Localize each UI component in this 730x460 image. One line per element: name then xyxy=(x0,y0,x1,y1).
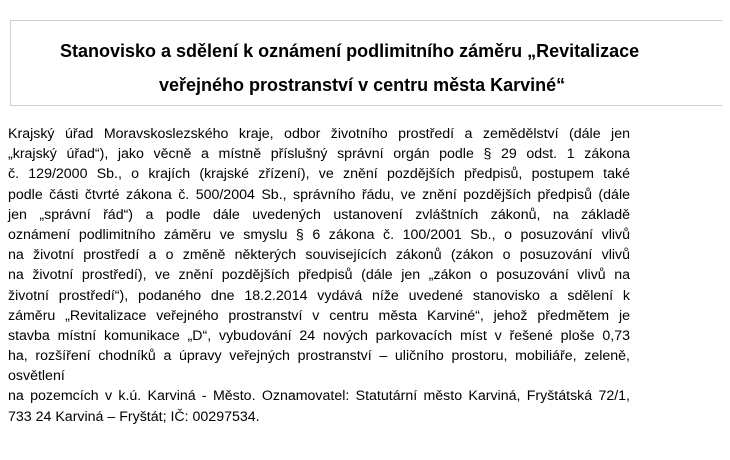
body-line: na životní prostředí), ve znění pozdějších předpisů (dále jen „zákon o posuzování vlivů na xyxy=(8,267,630,284)
body-line: životní prostředí“), podaného dne 18.2.2014 vydává níže uvedené stanovisko a sdělení k xyxy=(8,287,630,304)
document-title-line-2: veřejného prostranství v centru města Karviné“ xyxy=(159,75,566,95)
body-line: č. 129/2000 Sb., o krajích (krajské zřízení), ve znění pozdějších předpisů, postupem také xyxy=(8,166,630,183)
document-title-line-1: Stanovisko a sdělení k oznámení podlimitního záměru „Revitalizace xyxy=(60,41,640,61)
body-line: Krajský úřad Moravskoslezského kraje, odbor životního prostředí a zemědělství (dále jen xyxy=(8,126,630,142)
body-line: stavba místní komunikace „D“, vybudování 24 nových parkovacích míst v řešené ploše 0,73 xyxy=(8,327,630,344)
body-line: záměru „Revitalizace veřejného prostranství v centru města Karviné“, jehož předmětem je xyxy=(8,307,630,324)
body-line: na životní prostředí a o změně některých souvisejících zákonů (zákon o posuzování vlivů xyxy=(8,247,630,264)
body-line: oznámení podlimitního záměru ve smyslu § 6 zákona č. 100/2001 Sb., o posuzování vlivů xyxy=(8,226,630,243)
body-line: jen „správní řád“) a podle dále uvedených ustanovení zvláštních zákonů, na základě xyxy=(8,206,630,223)
body-line: „krajský úřad“), jako věcně a místně příslušný správní orgán podle § 29 odst. 1 zákona xyxy=(8,146,630,163)
body-line: na pozemcích v k.ú. Karviná - Město. Oznamovatel: Statutární město Karviná, Fryštátská 72/1, xyxy=(8,388,630,405)
body-line: podle části čtvrté zákona č. 500/2004 Sb., správního řádu, ve znění pozdějších předpisů (dále xyxy=(8,186,630,203)
body-line: ha, rozšíření chodníků a úpravy veřejných prostranství – uličního prostoru, mobiliáře, zeleně, xyxy=(8,348,630,365)
body-line: 733 24 Karviná – Fryštát; IČ: 00297534. xyxy=(8,408,260,425)
body-paragraph xyxy=(8,124,648,427)
body-line: osvětlení xyxy=(8,368,65,385)
